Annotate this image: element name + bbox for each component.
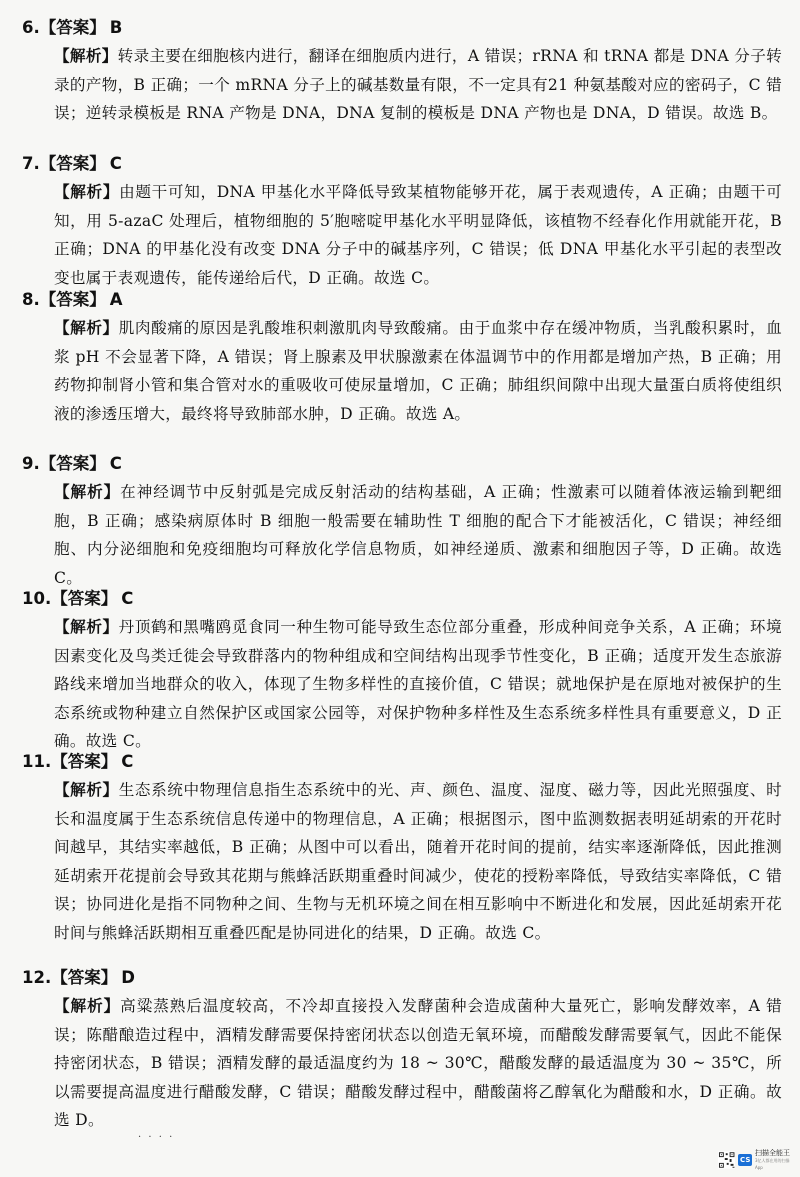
answer-item-7	[22, 150, 782, 292]
question-number: 9.	[22, 454, 40, 473]
answer-tag: 【答案】	[51, 752, 118, 771]
answer-heading	[22, 450, 782, 478]
answer-value: C	[109, 154, 122, 173]
answer-item-10	[22, 585, 782, 756]
answer-heading	[22, 286, 782, 314]
answer-heading	[22, 964, 782, 992]
explanation-tag: 【解析】	[54, 997, 121, 1015]
answer-heading	[22, 748, 782, 776]
answer-tag: 【答案】	[39, 18, 106, 37]
qr-code-icon	[718, 1151, 735, 1169]
answer-item-12	[22, 964, 782, 1135]
page-footer-mark: · · · ·	[138, 1132, 175, 1143]
scanner-watermark	[718, 1150, 796, 1170]
scanner-name: 扫描全能王	[754, 1148, 790, 1157]
explanation-tag: 【解析】	[54, 618, 119, 636]
answer-heading	[22, 150, 782, 178]
answer-value: A	[109, 290, 123, 309]
answer-value: C	[109, 454, 122, 473]
question-number: 8.	[22, 290, 40, 309]
explanation-tag: 【解析】	[54, 483, 121, 501]
answer-value: B	[109, 18, 123, 37]
answer-tag: 【答案】	[39, 290, 106, 309]
answer-heading	[22, 585, 782, 613]
answer-item-8	[22, 286, 782, 428]
question-number: 7.	[22, 154, 40, 173]
explanation-text: 丹顶鹤和黑嘴鸥觅食同一种生物可能导致生态位部分重叠，形成种间竞争关系，A 正确；环境因素变化及鸟类迁徙会导致群落内的物种组成和空间结构出现季节性变化，B 正确；适度开发生态旅游路线来增加当地群众的收入，体现了生物多样性的直接价值，C 错误；就地保护是在原地对被保护的生态系统或物种建立自然保护区或国家公园等，对保护物种多样性及生态系统多样性具有重要意义，D 正确。故选 C。	[54, 618, 782, 751]
explanation-text: 由题干可知，DNA 甲基化水平降低导致某植物能够开花，属于表观遗传，A 正确；由题干可知，用 5-azaC 处理后，植物细胞的 5′胞嘧啶甲基化水平明显降低，该植物不经春化作用就能开花，B 正确；DNA 的甲基化没有改变 DNA 分子中的碱基序列，C 错误；低 DNA 甲基化水平引起的表型改变也属于表观遗传，能传递给后代，D 正确。故选 C。	[54, 183, 783, 287]
question-number: 6.	[22, 18, 40, 37]
explanation-text: 生态系统中物理信息指生态系统中的光、声、颜色、温度、湿度、磁力等，因此光照强度、时长和温度属于生态系统信息传递中的物理信息，A 正确；根据图示，图中监测数据表明延胡索的开花时间越早，其结实率越低，B 正确；从图中可以看出，随着开花时间的提前，结实率逐渐降低，因此推测延胡索开花提前会导致其花期与熊蜂活跃期重叠时间减少，使花的授粉率降低，导致结实率降低，C 错误；协同进化是指不同物种之间、生物与无机环境之间在相互影响中不断进化和发展，因此延胡索开花时间与熊蜂活跃期相互重叠匹配是协同进化的结果，D 正确。故选 C。	[54, 781, 782, 942]
explanation	[54, 314, 782, 428]
answer-tag: 【答案】	[51, 968, 118, 987]
scanner-tagline: 3亿人都在用的扫描App	[754, 1157, 790, 1170]
answer-item-11	[22, 748, 782, 948]
answer-item-6	[22, 14, 782, 128]
explanation-tag: 【解析】	[54, 183, 120, 201]
explanation-tag: 【解析】	[54, 47, 118, 65]
answer-value: C	[121, 752, 134, 771]
explanation-text: 在神经调节中反射弧是完成反射活动的结构基础，A 正确；性激素可以随着体液运输到靶细胞，B 正确；感染病原体时 B 细胞一般需要在辅助性 T 细胞的配合下才能被活化，C 错误；神经细胞、内分泌细胞和免疫细胞均可释放化学信息物质，如神经递质、激素和细胞因子等，D 正确。故选 C。	[54, 483, 782, 587]
explanation	[54, 478, 782, 592]
cs-logo-icon: CS	[740, 1156, 751, 1164]
explanation	[54, 613, 782, 756]
explanation	[54, 992, 782, 1135]
explanation-tag: 【解析】	[54, 781, 119, 799]
answer-tag: 【答案】	[39, 454, 106, 473]
answer-tag: 【答案】	[51, 589, 118, 608]
explanation-text: 转录主要在细胞核内进行，翻译在细胞质内进行，A 错误；rRNA 和 tRNA 都是 DNA 分子转录的产物，B 正确；一个 mRNA 分子上的碱基数量有限，不一定具有21 种氨基酸对应的密码子，C 错误；逆转录模板是 RNA 产物是 DNA，DNA 复制的模板是 DNA 产物也是 DNA，D 错误。故选 B。	[54, 47, 783, 123]
answer-item-9	[22, 450, 782, 592]
question-number: 10.	[22, 589, 52, 608]
explanation	[54, 178, 782, 292]
answer-value: C	[121, 589, 134, 608]
explanation-text: 高粱蒸熟后温度较高，不冷却直接投入发酵菌种会造成菌种大量死亡，影响发酵效率，A 错误；陈醋酿造过程中，酒精发酵需要保持密闭状态以创造无氧环境，而醋酸发酵需要氧气，因此不能保持密闭状态，B 错误；酒精发酵的最适温度约为 18 ~ 30℃，醋酸发酵的最适温度为 30 ~ 35℃，所以需要提高温度进行醋酸发酵，C 错误；醋酸发酵过程中，醋酸菌将乙醇氧化为醋酸和水，D 正确。故选 D。	[54, 997, 782, 1130]
explanation-tag: 【解析】	[54, 319, 119, 337]
answer-heading	[22, 14, 782, 42]
answer-value: D	[121, 968, 135, 987]
question-number: 11.	[22, 752, 52, 771]
explanation-text: 肌肉酸痛的原因是乳酸堆积刺激肌肉导致酸痛。由于血浆中存在缓冲物质，当乳酸积累时，血浆 pH 不会显著下降，A 错误；肾上腺素及甲状腺激素在体温调节中的作用都是增加产热，B 正确；用药物抑制肾小管和集合管对水的重吸收可使尿量增加，C 正确；肺组织间隙中出现大量蛋白质将使组织液的渗透压增大，最终将导致肺部水肿，D 正确。故选 A。	[54, 319, 782, 423]
question-number: 12.	[22, 968, 52, 987]
answer-tag: 【答案】	[39, 154, 106, 173]
scanner-brand	[755, 1150, 796, 1171]
explanation	[54, 42, 782, 128]
explanation	[54, 776, 782, 948]
